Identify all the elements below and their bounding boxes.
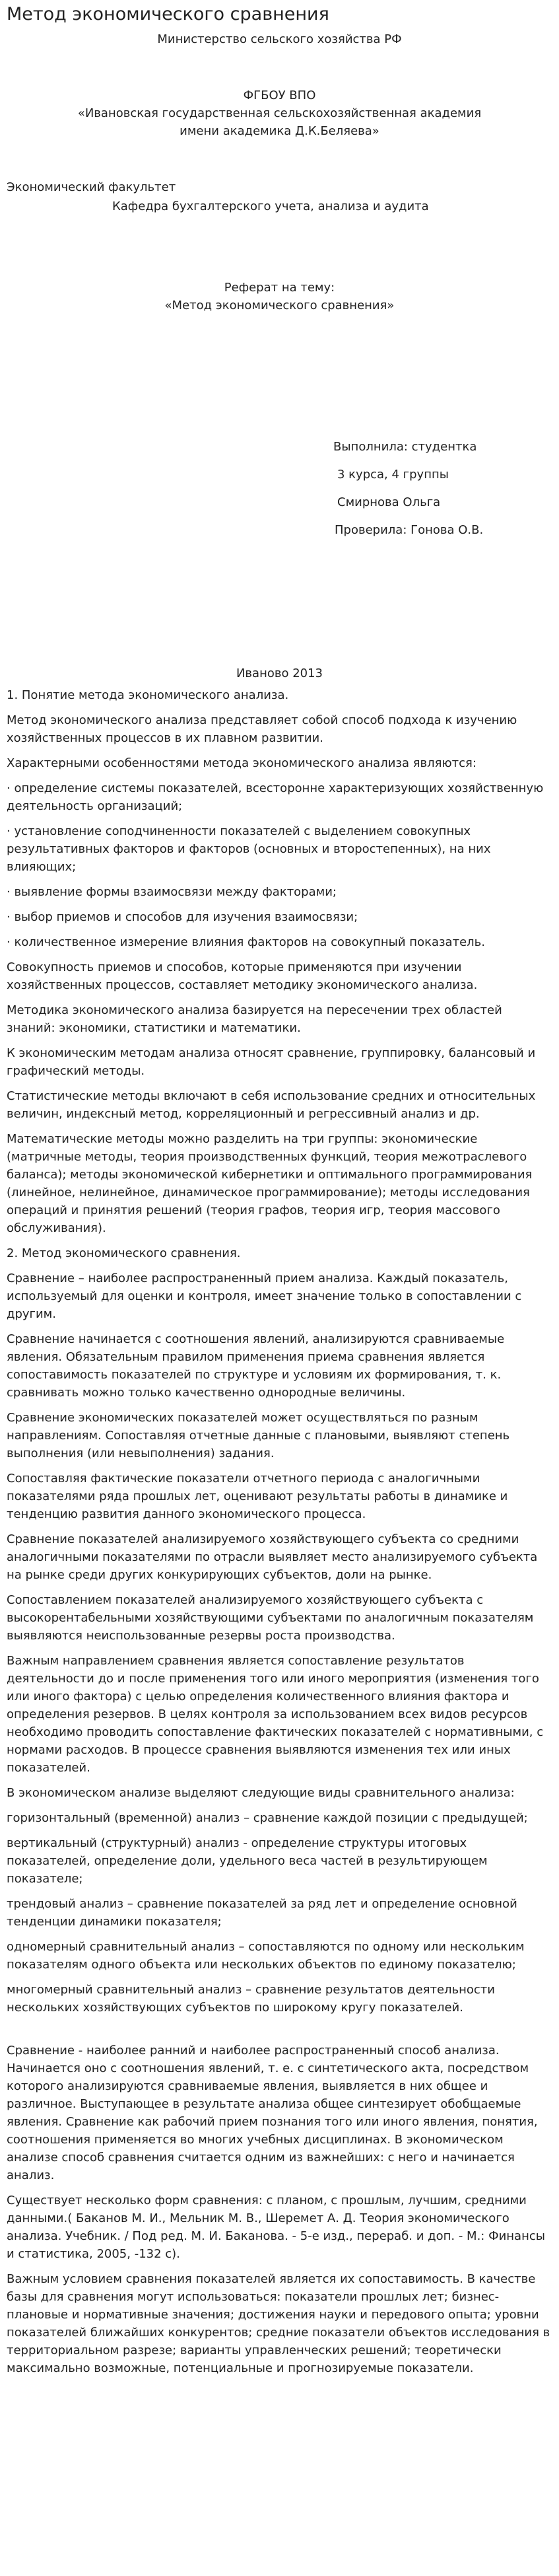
paragraph: Сравнение экономических показателей может осуществляться по разным направлениям. Сопоставляя отчетные данные с плановыми, выявляют степень выполнения (или невыполнения) задания. [7,1411,510,1460]
faculty-name: Экономический факультет [7,180,176,194]
paragraph: Методика экономического анализа базируется на пересечении трех областей знаний: экономики, статистики и математики. [7,1003,502,1035]
list-item: · выбор приемов и способов для изучения взаимосвязи; [7,910,358,924]
author-line-course: 3 курса, 4 группы [337,468,449,482]
paragraph: Совокупность приемов и способов, которые применяются при изучении хозяйственных процессов, составляет методику экономического анализа. [7,960,478,992]
paragraph: Сравнение – наиболее распространенный прием анализа. Каждый показатель, используемый для оценки и контроля, имеет значение только в сопоставлении с другим. [7,1271,522,1321]
paragraph: Метод экономического анализа представляет собой способ подхода к изучению хозяйственных процессов в их плавном развитии. [7,713,517,745]
ministry-name: Министерство сельского хозяйства РФ [157,32,402,46]
list-item: одномерный сравнительный анализ – сопоставляются по одному или нескольким показателям одного объекта или нескольких объектов по единому показателю; [7,1940,525,1972]
paragraph: Сравнение - наиболее ранний и наиболее распространенный способ анализа. Начинается оно с соотношения явлений, т. е. с синтетического акта, посредством которого анализируются сравниваемые явления, выявляется в них общее и различное. Выступающее в результате анализа общее синтезирует обобщаемые явления. Сравнение как рабочий прием познания того или иного явления, понятия, соотношения применяется во многих учебных дисциплинах. В экономическом анализе способ сравнения считается одним из важнейших: с него и начинается анализ. [7,2044,538,2182]
paragraph: Характерными особенностями метода экономического анализа являются: [7,756,477,770]
city-year: Иваново 2013 [236,666,323,680]
list-item: вертикальный (структурный) анализ - определение структуры итоговых показателей, определение доли, удельного веса частей в результирующем показателе; [7,1836,488,1886]
list-item: трендовый анализ – сравнение показателей за ряд лет и определение основной тенденции динамики показателя; [7,1897,517,1929]
paragraph: Статистические методы включают в себя использование средних и относительных величин, индексный метод, корреляционный и регрессивный анализ и др. [7,1089,536,1121]
section-heading-2: 2. Метод экономического сравнения. [7,1246,241,1260]
list-item: · установление соподчиненности показателей с выделением совокупных результативных факторов и факторов (основных и второстепенных), на них влияющих; [7,824,491,874]
document-body [7,686,552,2377]
paragraph: Математические методы можно разделить на три группы: экономические (матричные методы, теория производственных функций, теория межотраслевого баланса); методы экономической кибернетики и оптимального программирования (линейное, нелинейное, динамическое программирование); методы исследования операций и принятия решений (теория графов, теория игр, теория массового обслуживания). [7,1132,533,1235]
paragraph: В экономическом анализе выделяют следующие виды сравнительного анализа: [7,1786,515,1800]
institution-type: ФГБОУ ВПО [243,89,316,102]
paragraph: Важным направлением сравнения является сопоставление результатов деятельности до и после применения того или иного мероприятия (изменения того или иного фактора) с целью определения количественного влияния фактора и определения резервов. В целях контроля за использованием всех видов ресурсов необходимо проводить сопоставление фактических показателей с нормативными, с нормами расходов. В процессе сравнения выявляются изменения тех или иных показателей. [7,1654,544,1775]
academy-name-line2: имени академика Д.К.Беляева» [180,124,379,138]
author-block [7,433,552,544]
author-line-name: Смирнова Ольга [337,495,441,509]
paragraph: Сопоставляя фактические показатели отчетного периода с аналогичными показателями ряда прошлых лет, оценивают результаты работы в динамике и тенденцию развития данного экономического процесса. [7,1472,508,1521]
paragraph: К экономическим методам анализа относят сравнение, группировку, балансовый и графический методы. [7,1046,536,1078]
list-item: многомерный сравнительный анализ – сравнение результатов деятельности нескольких хозяйствующих субъектов по широкому кругу показателей. [7,1983,495,2015]
paragraph: Важным условием сравнения показателей является их сопоставимость. В качестве базы для сравнения могут использоваться: показатели прошлых лет; бизнес- плановые и нормативные значения; достижения науки и передового опыта; уровни показателей ближайших конкурентов; средние показатели объектов исследования в территориальном разрезе; варианты управленческих решений; теоретически максимально возможные, потенциальные и прогнозируемые показатели. [7,2272,550,2375]
list-item: горизонтальный (временной) анализ – сравнение каждой позиции с предыдущей; [7,1811,528,1825]
document-title: Метод экономического сравнения [7,4,329,24]
author-line-checked: Проверила: Гонова О.В. [335,523,484,537]
list-item: · выявление формы взаимосвязи между факторами; [7,885,337,899]
paragraph: Сравнение показателей анализируемого хозяйствующего субъекта со средними аналогичными показателями по отрасли выявляет место анализируемого субъекта на рынке среди других конкурирующих субъектов, доли на рынке. [7,1532,538,1582]
author-line-performed: Выполнила: студентка [333,440,477,454]
section-heading-1: 1. Понятие метода экономического анализа. [7,688,289,702]
list-item: · определение системы показателей, всесторонне характеризующих хозяйственную деятельность организаций; [7,781,544,813]
department-name: Кафедра бухгалтерского учета, анализа и аудита [112,199,429,213]
referat-label: Реферат на тему: [224,281,335,295]
list-item: · количественное измерение влияния факторов на совокупный показатель. [7,935,485,949]
paragraph: Сравнение начинается с соотношения явлений, анализируются сравниваемые явления. Обязательным правилом применения приема сравнения является сопоставимость показателей по структуре и условиям их формирования, т. к. сравнивать можно только качественно однородные величины. [7,1332,505,1400]
paragraph: Сопоставлением показателей анализируемого хозяйствующего субъекта с высокорентабельными хозяйствующими субъектами по аналогичным показателям выявляются неиспользованные резервы роста производства. [7,1593,534,1643]
academy-name-line1: «Ивановская государственная сельскохозяйственная академия [77,106,482,120]
referat-topic: «Метод экономического сравнения» [164,299,395,312]
paragraph: Существует несколько форм сравнения: с планом, с прошлым, лучшим, средними данными.( Баканов М. И., Мельник М. В., Шеремет А. Д. Теория экономического анализа. Учебник. / Под ред. М. И. Баканова. - 5-е изд., перераб. и доп. - М.: Финансы и статистика, 2005, -132 с). [7,2194,545,2261]
